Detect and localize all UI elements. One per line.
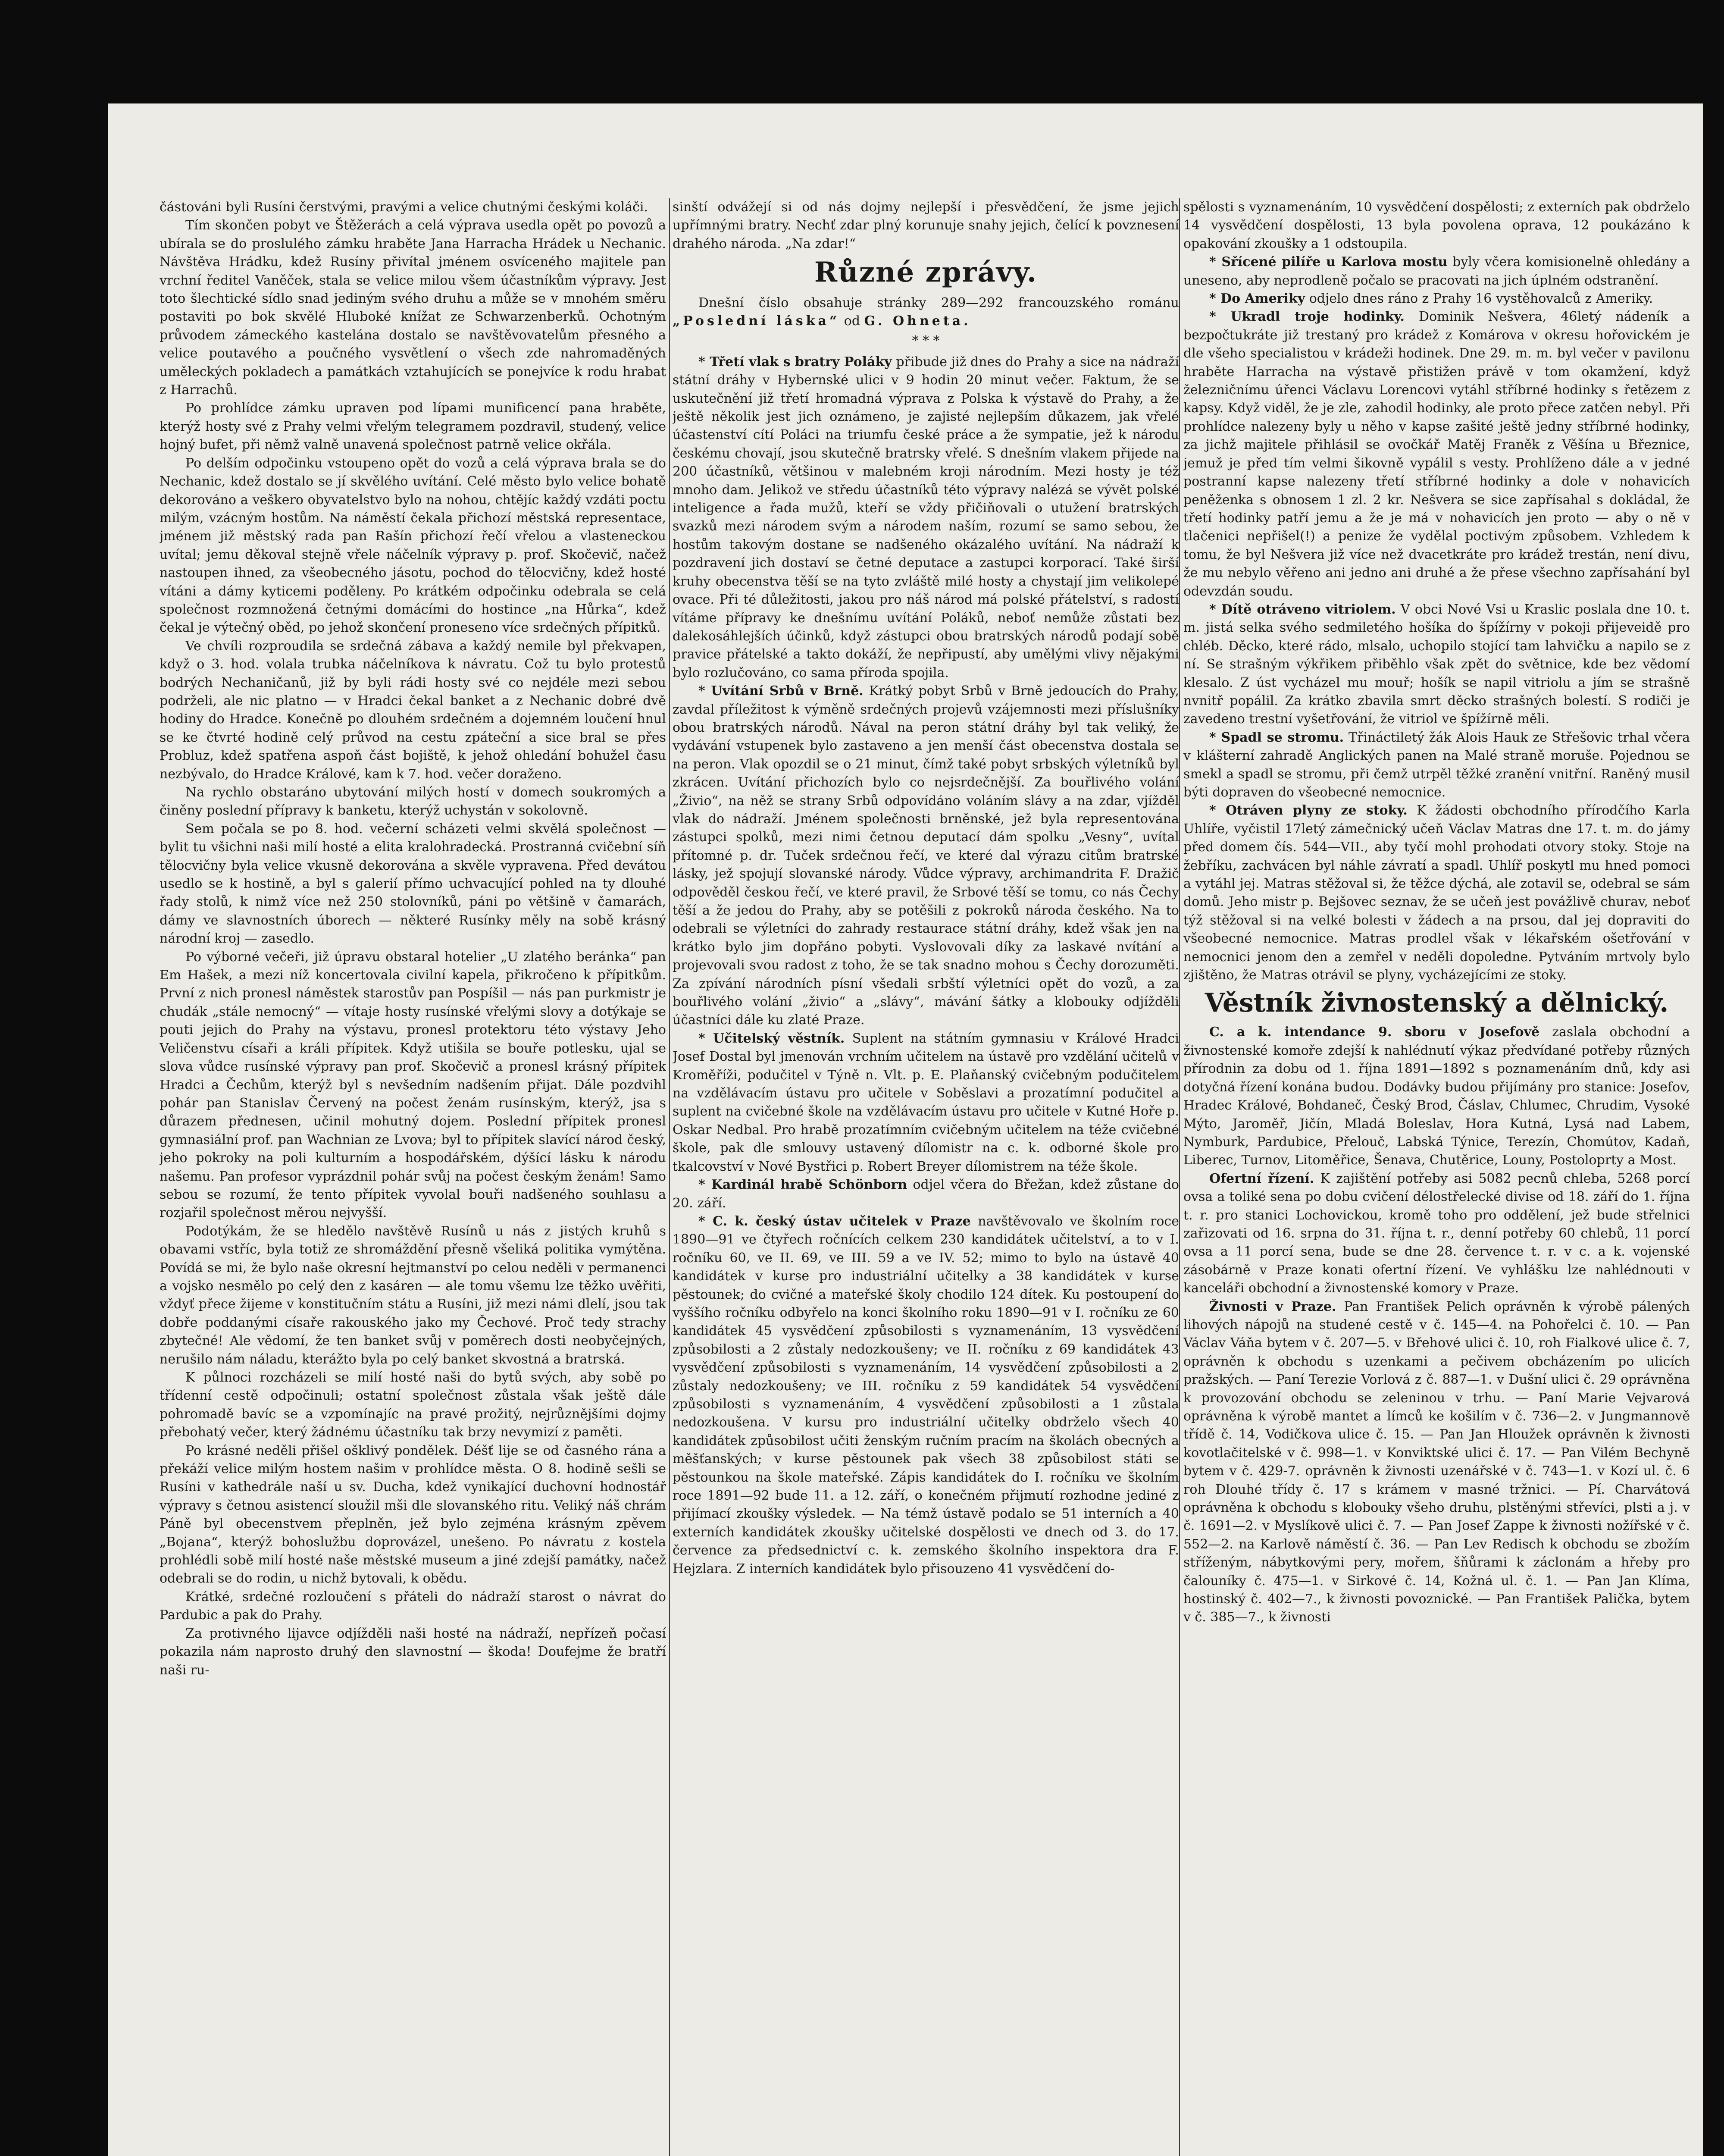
paragraph: Po delším odpočinku vstoupeno opět do vozů a celá výprava brala se do Nechanic, kdež dostalo se jí skvělého uvítání. Celé město bylo velice bohatě dekorováno a veškero obyvatelstvo bylo na nohou, chtějíc každý vzdáti poctu milým, vzácným hostům. Na náměstí čekala přichozí městská representace, jménem již městský rada pan Rašín přichozí řečí vřelou a vlasteneckou uvítal; jemu děkoval stejně vřele náčelník výpravy p. prof. Skočevič, načež nastoupen ihned, za všeobecného jásotu, pochod do tělocvičny, kdež hosté vítáni a dámy kyticemi poděleny. Po krátkém odpočinku odebrala se celá společnost rozmnožená četnými domácími do hostince „na Hůrka“, kdež čekal je výtečný oběd, po jehož skončení proneseno více srdečných přípitků. xyxy=(160,455,666,636)
news-item xyxy=(1183,802,1690,984)
news-item-text: odjel včera do Břežan, kdež zůstane do 20. září. xyxy=(673,1177,1179,1211)
news-item-text: K žádosti obchodního přírodčího Karla Uhlíře, vyčistil 17letý zámečnický učeň Václav Matras dne 17. t. m. do jámy před domem čís. 544—VII., aby tyčí mohl prohodati otvory stoky. Stoje na žebříku, zachvácen byl náhle závratí a spadl. Uhlíř poskytl mu hned pomoci a vytáhl jej. Matras stěžoval si, že těžce dýchá, ale zotavil se, odebral se sám domů. Jeho mistr p. Bejšovec seznav, že se učeň jest povážlivě churav, neboť týž stěžoval si na velké bolesti v žádech a na prsou, dal jej dopraviti do všeobecné nemocnice. Matras prodlel však v lékařském ošetřování v nemocnici jenom den a zemřel v neděli dopoledne. Pytváním mrtvoly bylo zjištěno, že Matras otrávil se plyny, vycházejícími ze stoky. xyxy=(1183,803,1690,983)
section-heading-news: Různé zprávy. xyxy=(814,256,1038,289)
serial-author: G. Ohneta. xyxy=(864,313,971,329)
serial-prefix: Dnešní číslo obsahuje stránky 289—292 francouzského románu xyxy=(698,295,1179,310)
column-1 xyxy=(160,198,666,2156)
paragraph: Za protivného lijavce odjížděli naši hosté na nádraží, nepřízeň počasí pokazila nám naprosto druhý den slavnostní — škoda! Doufejme že bratří naši ru- xyxy=(160,1626,666,1678)
news-item-text: Suplent na státním gymnasiu v Králové Hradci Josef Dostal byl jmenován vrchním učitelem na ústavě pro vzdělání učitelů v Kroměříži, podučitel v Týně n. Vlt. p. E. Plaňanský cvičebným podučitelem na vzdělávacím ústavu pro učitele v Soběslavi a prozatímní podučitel a suplent na cvičebné škole na vzdělávacím ústavu pro učitele v Kutné Hoře p. Oskar Nedbal. Pro hrabě prozatímním cvičebným učitelem na téže cvičebné škole, pak dle smlouvy ustavený dílomistr na c. k. odborné škole pro tkalcovství v Nové Bystřici p. Robert Breyer dílomistrem na téže škole. xyxy=(673,1031,1179,1174)
news-item xyxy=(673,1030,1179,1176)
news-item-text: Dominik Nešvera, 46letý nádeník a bezpočtukráte již trestaný pro krádež z Komárova v okresu hořovickém je dle všeho specialistou v krádeži hodinek. Dne 29. m. m. byl večer v pavilonu hraběte Harracha na výstavě přistižen právě v tom okamžení, když železničnímu úřenci Václavu Lorencovi vytáhl stříbrné hodinky s řetězem z kapsy. Když viděl, že je zle, zahodil hodinky, ale proto přece zatčen nebyl. Při prohlídce nalezeny byly u něho v kapse zašité ještě jedny stříbrné hodinky, za jichž majitele přihlásil se ovočkář Matěj Franěk z Věšína u Březnice, jemuž je před tím velmi šikovně vypálil s vesty. Prohlíženo dále a v jedné postranní kapse nalezeny třetí stříbrné hodinky a dole v nohavicích peněženka s obnosem 1 zl. 2 kr. Nešvera se sice zapřísahal s dokládal, že třetí hodinky patří jemu a že je má v nohavicích jen proto — aby o ně v tlačenici nepřišel(!) a penize že vydělal poctivým způsobem. Vzhledem k tomu, že byl Nešvera již více než dvacetkráte pro krádež trestán, není divu, že mu nebylo věřeno ani jedno ani druhé a že přese všechno zapřísahání byl odevzdán soudu. xyxy=(1183,309,1690,599)
news-item-text: Krátký pobyt Srbů v Brně jedoucích do Prahy, zavdal příležitost k výměně srdečných projevů vzájemnosti mezi příslušníky obou bratrských národů. Nával na peron státní dráhy byl tak veliký, že vydávání vstupenek bylo zastaveno a jen menší část obecenstva dostala se na peron. Vlak opozdil se o 21 minut, čímž také pobyt srbských výletníků byl zkrácen. Uvítání přichozích bylo co nejsrdečnější. Za bouřlivého volání „Živio“, na něž se strany Srbů odpovídáno voláním slávy a na zdar, vjížděl vlak do nádraží. Jménem společnosti brněnské, jež byla representována zástupci spolků, mezi nimi četnou deputací dám spolku „Vesny“, uvítal přítomné p. dr. Tuček srdečnou řečí, ve které dal výrazu citům bratrské lásky, jež spojují slovanské národy. Vůdce výpravy, archimandrita F. Dražič odpověděl českou řečí, ve které pravil, že Srbové těší se tomu, co nás Čechy těší a že jedou do Prahy, aby se potěšili z pokroků národa českého. Na to odebrali se výletníci do zahrady restaurace státní dráhy, kdež však jen na krátko bylo jim dopřáno pobyti. Vyslovovali díky za laskavé nvítání a projevovali svou radost z toho, že se tak snadno mohou s Čechy dorozuměti. Za zpívání národních písní všedali srbští výletníci opět do vozů, a za bouřlivého volání „živio“ a „slávy“, mávání šátky a klobouky odjížděli účastníci dále ku zlaté Praze. xyxy=(673,683,1179,1028)
scan-speck xyxy=(944,47,948,52)
trade-item-text: Pan František Pelich oprávněn k výrobě pálených lihových nápojů na studené cestě v č. 145—4. na Pohořelci č. 10. — Pan Václav Váňa bytem v č. 207—5. v Břehové ulici č. 10, roh Fialkové ulice č. 7, oprávněn k obchodu s uzenkami a pečivem obcházením po ulicích pražských. — Paní Terezie Vorlová z č. 887—1. v Dušní ulici č. 29 oprávněna k provozování obchodu se zeleninou v trhu. — Paní Marie Vejvarová oprávněna k výrobě mantet a límců ke košilím v č. 736—2. v Jungmannově třídě č. 14, Vodičkova ulice č. 15. — Pan Jan Hloužek oprávněn k živnosti kovotlačitelské v č. 998—1. v Konviktské ulici č. 17. — Pan Vilém Bechyně bytem v č. 429-7. oprávněn k živnosti uzenářské v č. 743—1. v Kozí ul. č. 6 roh Dlouhé třídy č. 17 s krámem v masné tržnici. — Pí. Charvátová oprávněna k obchodu s klobouky všeho druhu, plstěnými střevíci, plsti a j. v č. 1691—2. v Myslíkově ulici č. 7. — Pan Josef Zappe k živnosti nožířské v č. 552—2. na Karlově náměstí č. 36. — Pan Lev Redisch k obchodu se zbožím stříženým, nábytkovými pery, mořem, šňůrami k záclonám a hřeby pro čalouníky č. 475—1. v Sirkové č. 14, Kožná ul. č. 1. — Pan Jan Klíma, hostinský č. 402—7., k živnosti povoznické. — Pan František Palička, bytem v č. 385—7., k živnosti xyxy=(1183,1299,1690,1625)
serial-title: „Poslední láska“ xyxy=(673,313,840,329)
paragraph: Na rychlo obstaráno ubytování milých hostí v domech soukromých a činěny poslední přípravy k banketu, kterýž uchystán v sokolovně. xyxy=(160,785,666,818)
news-item-lead: * Třetí vlak s bratry Poláky xyxy=(698,354,892,370)
trade-item xyxy=(1183,1298,1690,1627)
news-item-lead: * Otráven plyny ze stoky. xyxy=(1209,803,1408,818)
news-item xyxy=(673,1213,1179,1578)
trade-item xyxy=(1183,1023,1690,1169)
news-item-text: přibude již dnes do Prahy a sice na nádraží státní dráhy v Hybernské ulici v 9 hodin 20 minut večer. Faktum, že se uskutečnění již třetí hromadná výprava z Polska k výstavě do Prahy, a že ještě několik jest jich oznámeno, je zajisté nejlepším důkazem, jak vřelé účastenství cítí Poláci na triumfu české práce a že sympatie, jež k národu českému chovají, jsou skutečně bratrsky vřelé. S dnešním vlakem přijede na 200 účastníků, většinou v malebném kroji národním. Mezi hosty je též mnoho dam. Jelikož ve středu účastníků této výpravy nalézá se vývět polské inteligence a řada mužů, kteří se vždy přičiňovali o utužení bratrských svazků mezi národem svým a národem naším, rozumí se samo sebou, že hostům takovým dostane se nadšeného okázalého uvítání. Na nádraží k pozdravení jich dostaví se četné deputace a zastupci korporací. Také širší kruhy obecenstva těší se na tyto zvláště milé hosty a chystají jim velikolepé ovace. Při té důležitosti, jakou pro náš národ má polské přátelství, s radostí vítáme přípravy ke dnešnímu uvítání Poláků, neboť nemůže zůstati bez dalekosáhlejších účinků, když zástupci obou bratrských národů podají sobě pravice přátelské a takto dokáží, že nepřipustí, aby umělými vlivy nějakými bylo rozlučováno, co sama příroda spojila. xyxy=(673,354,1179,680)
trade-item-text: K zajištění potřeby asi 5082 pecnů chleba, 5268 porcí ovsa a toliké sena po dobu cvičení délostřelecké divise od 18. září do 1. října t. r. pro stanici Lochovickou, kromě toho pro oddělení, jež bude střelnici zařizovati od 16. srpna do 31. října t. r., denní potřeby 60 chlebů, 11 porcí ovsa a 11 porcí sena, bude se dne 28. července t. r. v c. a k. vojenské zásobárně v Praze konati ofertní řízení. Ve vyhlášku lze nahlédnouti v kanceláři obchodní a živnostenské komory v Praze. xyxy=(1183,1171,1690,1296)
trade-item-lead: Ofertní řízení. xyxy=(1209,1171,1314,1186)
news-item-lead: * Ukradl troje hodinky. xyxy=(1209,309,1405,325)
serial-notice xyxy=(673,294,1179,331)
news-item xyxy=(673,1176,1179,1213)
news-item xyxy=(673,682,1179,1030)
paragraph: Krátké, srdečné rozloučení s přáteli do nádraží starost o návrat do Pardubic a pak do Prahy. xyxy=(160,1589,666,1623)
news-item-text: Třináctiletý žák Alois Hauk ze Střešovic trhal včera v klášterní zahradě Anglických panen na Malé straně moruše. Pojednou se smekl a spadl se stromu, při čemž utrpěl těžké zranění vnitřní. Raněný musil býti dopraven do všeobecné nemocnice. xyxy=(1183,730,1690,800)
news-item-text: navštěvovalo ve školním roce 1890—91 ve čtyřech ročnících celkem 230 kandidátek učitelství, a to v I. ročníku 60, ve II. 69, ve III. 59 a ve IV. 52; mimo to bylo na ústavě 40 kandidátek v kurse pro industriální učitelky a 38 kandidátek v kurse pěstounek; do cvičné a mateřské školy chodilo 124 dítek. Ku postoupení do vyššího ročníku odbyřelo na konci školního roku 1890—91 v I. ročníku ze 60 kandidátek 45 vysvědčení způsobilosti s vyznamenáním, 13 vysvědčení způsobilosti a 2 zůstaly nedozkoušeny; ve II. ročníku z 69 kandidátek 43 vysvědčení způsobilosti s vyznamenáním, 14 vysvědčení způsobilosti a 2 zůstaly nedozkoušeny; ve III. ročníku z 59 kandidátek 54 vysvědčení způsobilosti s vyznamenáním, 4 vysvědčení způsobilosti a 1 zůstala nedozkoušena. V kursu pro industriální učitelky obdrželo všech 40 kandidátek způsobilost učiti ženským ručním pracím na školách obecných a měšťanských; v kurse pěstounek pak všech 38 způsobilost státi se pěstounkou na škole mateřské. Zápis kandidátek do I. ročníku ve školním roce 1891—92 bude 11. a 12. září, o konečném přijmutí rozhodne jediné z přijímací zkoušky výsledek. — Na témž ústavě podalo se 51 interních a 40 externích kandidátek zkoušky učitelské dospělosti ve dnech od 3. do 17. července za předsednictví c. k. zemského školního inspektora dra F. Hejzlara. Z interních kandidátek bylo přisouzeno 41 vysvědčení do- xyxy=(673,1213,1179,1576)
paragraph: Po prohlídce zámku upraven pod lípami munificencí pana hraběte, kterýž hosty své z Prahy velmi vřelým telegramem pozdravil, studený, velice hojný bufet, při němž valně unavená společnost patrně velice okřála. xyxy=(160,401,666,453)
trade-item-lead: C. a k. intendance 9. sboru v Josefově xyxy=(1209,1025,1540,1040)
column-rule xyxy=(1179,198,1180,2156)
news-item-lead: * Sřícené pilíře u Karlova mostu xyxy=(1209,254,1448,270)
news-item xyxy=(1183,290,1690,308)
news-item xyxy=(1183,198,1690,253)
news-item-lead: * Učitelský věstník. xyxy=(698,1031,845,1046)
news-item xyxy=(1183,308,1690,601)
paragraph: Po výborné večeři, již úpravu obstaral hotelier „U zlatého beránka“ pan Em Hašek, a mezi níž koncertovala civilní kapela, přikročeno k přípitkům. První z nich pronesl náměstek starostův pan Pospíšil — nás pan purkmistr je chudák „stále nemocný“ — vítaje hosty rusínské vřelými slovy a dotýkaje se pouti jejich do Prahy na výstavu, pronesl protektoru této výstavy Jeho Veličenstvu císaři a králi přípitek. Když utišila se bouře potlesku, ujal se slova vůdce rusínské výpravy pan prof. Skočevič a pronesl krásný přípitek Hradci a Čechům, kterýž byl s nevšedním nadšením přijat. Dále pozdvihl pohár pan Stanislav Červený na počest ženám rusínským, kterýž, jsa s důrazem přednesen, učinil mohutný dojem. Poslední přípitek pronesl gymnasiální prof. pan Wachnian ze Lvova; byl to přípitek slavící národ český, jeho pokroky na poli kulturním a hospodářském, dýšící lásku k národu našemu. Pan profesor vyprázdnil pohár svůj na počest českým ženám! Samo sebou se rozumí, že tento přípitek vyvolal bouři nadšeného souhlasu a rozjařil společnost měrou nejvyšší. xyxy=(160,949,666,1221)
news-item-text: odjelo dnes ráno z Prahy 16 vystěhovalců z Ameriky. xyxy=(1309,291,1653,307)
news-item-lead: * Uvítání Srbů v Brně. xyxy=(698,683,864,699)
newspaper-page xyxy=(108,103,1703,2156)
trade-item-text: zaslala obchodní a živnostenské komoře zdejší k nahlédnutí výkaz předvídané potřeby různých přírodnin za dobu od 1. října 1891—1892 s poznamenáním dnů, kdy asi dotyčná řízení konána budou. Dodávky budou přijímány pro stanice: Josefov, Hradec Králové, Bohdaneč, Český Brod, Čáslav, Chlumec, Chrudim, Vysoké Mýto, Jaroměř, Jičín, Mladá Boleslav, Hora Kutná, Lysá nad Labem, Nymburk, Pardubice, Přelouč, Labská Týnice, Terezín, Chomútov, Kadaň, Liberec, Turnov, Litoměřice, Šenava, Chutěrice, Louny, Postoloprty a Most. xyxy=(1183,1025,1690,1168)
news-item-lead: * C. k. český ústav učitelek v Praze xyxy=(698,1213,971,1229)
news-item-text: byly včera komisionelně ohledány a uneseno, aby neprodleně počalo se pracovati na jich úplném odstranění. xyxy=(1183,254,1690,288)
trade-item xyxy=(1183,1170,1690,1298)
paragraph: Po krásné neděli přišel ošklivý pondělek. Déšť lije se od časného rána a překáží velice milým hostem našim v prohlídce města. O 8. hodině sešli se Rusíni v kathedrále naší u sv. Ducha, kdež vynikající duchovní hodnostář výpravy s četnou asistencí sloužil mši dle slovanského ritu. Veliký náš chrám Páně byl obecenstvem přeplněn, jež bylo zejména krásným zpěvem „Bojana“, kterýž bohoslužbu doprovázel, unešeno. Po návratu z kostela prohlédli sobě milí hosté naše městské museum a jiné zdejší památky, načež odebrali se do rodin, u nichž bytovali, k obědu. xyxy=(160,1443,666,1586)
paragraph: K půlnoci rozcházeli se milí hosté naši do bytů svých, aby sobě po třídenní cestě odpočinuli; ostatní společnost zůstala však ještě dále pohromadě bavíc se a vzpomínajíc na pravé prožitý, nejrůznějšími dojmy přebohatý večer, který žádnému účastníku tak brzy nevymizí z paměti. xyxy=(160,1370,666,1440)
news-item xyxy=(1183,253,1690,290)
news-item xyxy=(1183,729,1690,802)
column-rule xyxy=(669,198,670,2156)
section-heading-trade: Věstník živnostenský a dělnický. xyxy=(1205,988,1669,1018)
news-item-lead: * Do Ameriky xyxy=(1209,291,1305,307)
column-2 xyxy=(673,198,1179,2156)
column-3 xyxy=(1183,198,1690,2156)
separator-stars: * * * xyxy=(912,333,940,349)
paragraph: sinští odvážejí si od nás dojmy nejlepší i přesvědčení, že jsme jejich upřímnými bratry. Nechť zdar plný korunuje snahy jejich, čelící k povznesení drahého národa. „Na zdar!“ xyxy=(673,200,1179,251)
news-item-lead: * Dítě otráveno vitriolem. xyxy=(1209,602,1396,617)
paragraph: částováni byli Rusíni čerstvými, pravými a velice chutnými českými koláči. xyxy=(160,200,648,215)
paragraph: Sem počala se po 8. hod. večerní scházeti velmi skvělá společnost — bylit tu všichni naši milí hosté a elita kralohradecká. Prostranná cvičební síň tělocvičny byla velice vkusně dekorována a skvěle vypravena. Před devátou usedlo se k hostině, a byl s galerií přímo uchvacující pohled na ty dlouhé řady stolů, k nimž více než 250 stolovníků, páni po většině v čamarách, dámy ve slavnostních úborech — některé Rusínky měly na sobě krásný národní kroj — zasedlo. xyxy=(160,821,666,946)
news-item-lead: * Spadl se stromu. xyxy=(1209,730,1344,745)
scan-speck xyxy=(927,26,933,32)
paragraph: Ve chvíli rozproudila se srdečná zábava a každý nemile byl překvapen, když o 3. hod. volala trubka náčelníkova k návratu. Což tu bylo protestů bodrých Nechaničanů, již by byli rádi hosty své co nejdéle mezi sebou podrželi, ale nic platno — v Hradci čekal banket a z Nechanic dobré dvě hodiny do Hradce. Konečně po dlouhém srdečném a dojemném loučení hnul se ke čtvrté hodině celý průvod na cestu zpáteční a sice bral se přes Probluz, kdež spatřena aspoň část bojiště, k jehož ohledání bohužel času nezbývalo, do Hradce Králové, kam k 7. hod. večer doraženo. xyxy=(160,638,666,782)
paragraph: Tím skončen pobyt ve Štěžerách a celá výprava usedla opět po povozů a ubírala se do proslulého zámku hraběte Jana Harracha Hrádek u Nechanic. Návštěva Hrádku, kdež Rusíny přivítal jménem osvíceného majitele pan vrchní ředitel Vaněček, stala se velice milou všem účastníkům výpravy. Jest toto šlechtické sídlo snad jediným svého druhu a může se v mnohém směru postaviti po bok skvělé Hluboké knížat ze Schwarzenberků. Ochotným průvodem zámeckého kastelána dostalo se navštěvovatelům přesného a velice poutavého a poučného vysvětlení o všech zde nahromaděných uměleckých pokladech a památkách vztahujících se ponejvíce k rodu hrabat z Harrachů. xyxy=(160,218,666,398)
news-item-text: V obci Nové Vsi u Kraslic poslala dne 10. t. m. jistá selka svého sedmiletého hošíka do špížírny v pokoji přijeveidě pro chléb. Děcko, které rádo, mlsalo, uchopilo stojící tam lahvičku a napilo se z ní. Se strašným výkřikem přiběhlo však zpět do světnice, kde bez vědomí klesalo. Z úst vycházel mu mouř; hošík se napil vitriolu a jím se strašně nvnitř popálil. Za krátko zbavila smrt děcko strašných bolestí. S rodiči je zavedeno trestní vyšetřování, že vitriol ve špížírně měli. xyxy=(1183,602,1690,727)
paragraph: Podotýkám, že se hledělo navštěvě Rusínů u nás z jistých kruhů s obavami vstříc, byla totiž ze shromáždění přesně všeliká politika vymýtěna. Povídá se mi, že bylo naše okresní hejtmanství po celou neděli v permanenci a vojsko nesmělo po celý den z kasáren — ale tomu všemu lze těžko uvěřiti, vždyť přece žijeme v konstitučním státu a Rusíni, již mezi námi dlelí, jsou tak dobře poddanými císaře rakouského jako my Čechové. Proč tedy strachy zbytečné! Ale vědomí, že ten banket svůj v poměrech dosti neobyčejných, nerušilo nám náladu, kterážto byla po celý banket skvostná a bratrská. xyxy=(160,1223,666,1367)
news-item xyxy=(1183,601,1690,729)
trade-item-lead: Živnosti v Praze. xyxy=(1209,1299,1336,1314)
news-item xyxy=(673,353,1179,682)
serial-mid: od xyxy=(844,313,860,329)
news-item-text: spělosti s vyznamenáním, 10 vysvědčení dospělosti; z externích pak obdrželo 14 vysvědčení dospělosti, 13 byla povolena oprava, 12 poukázáno k opakování zkoušky a 1 odstoupila. xyxy=(1183,200,1690,251)
news-item-lead: * Kardinál hrabě Schönborn xyxy=(698,1177,907,1193)
